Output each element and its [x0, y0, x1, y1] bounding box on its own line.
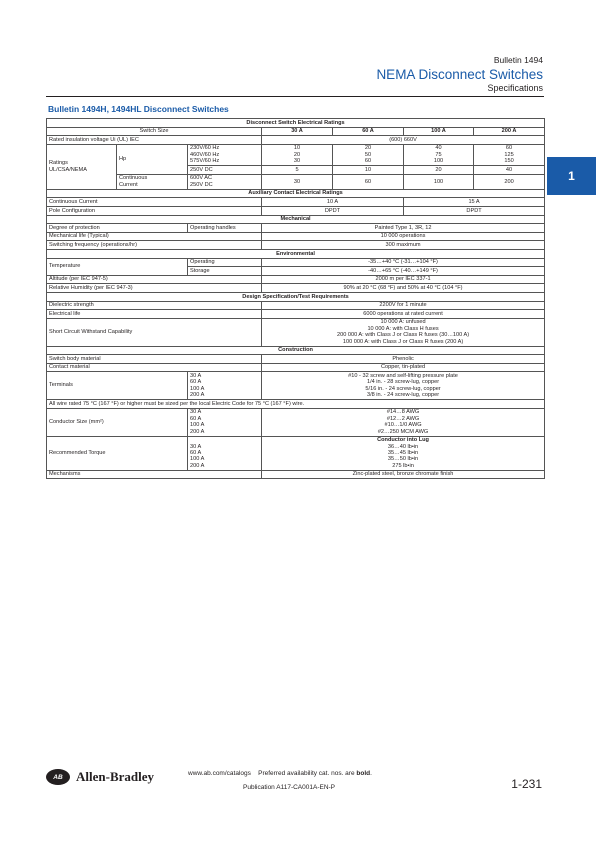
table-row [47, 470, 545, 479]
row-value: -40…+65 °C (-40…+149 °F) [262, 267, 545, 276]
torque-heading: Conductor into Lug [377, 437, 429, 444]
row-value: 300 maximum [262, 241, 545, 250]
section-heading-electrical: Disconnect Switch Electrical Ratings [47, 119, 545, 128]
table-row [47, 174, 545, 189]
row-value: 10 A [262, 198, 404, 207]
row-label: Contact material [47, 363, 262, 372]
row-value [262, 436, 545, 470]
size-header: 30 A [262, 127, 333, 136]
section-heading-auxiliary: Auxiliary Contact Electrical Ratings [47, 189, 545, 198]
row-value: Painted Type 1, 3R, 12 [262, 224, 545, 233]
row-label: Pole Configuration [47, 206, 262, 215]
row-label: Degree of protection [47, 224, 188, 233]
row-label: Mechanical life (Typical) [47, 232, 262, 241]
row-value: 100 [404, 174, 474, 189]
row-value: -35…+40 °C (-31…+104 °F) [262, 258, 545, 267]
section-header-row [47, 346, 545, 355]
row-label: Altitude (per IEC 947-5) [47, 275, 262, 284]
row-value: 200 [474, 174, 545, 189]
row-value: 5 [262, 166, 333, 175]
switch-size-label: Switch Size [47, 127, 262, 136]
row-label: Dielectric strength [47, 301, 262, 310]
row-sublabel: 600V AC 250V DC [188, 174, 262, 189]
table-row [47, 400, 545, 409]
table-row [47, 144, 545, 165]
table-row [47, 198, 545, 207]
table-row [47, 372, 545, 400]
header-divider [46, 96, 544, 97]
table-row [47, 275, 545, 284]
section-header-row [47, 119, 545, 128]
table-row [47, 241, 545, 250]
section-title: Bulletin 1494H, 1494HL Disconnect Switches [48, 104, 229, 114]
torque-sizes: 30 A 60 A 100 A 200 A [190, 443, 205, 469]
availability-note: Preferred availability cat. nos. are [258, 770, 355, 777]
row-value: 2000 m per IEC 337-1 [262, 275, 545, 284]
row-value: 10 000 operations [262, 232, 545, 241]
header-bulletin: Bulletin 1494 [493, 55, 543, 65]
row-label: Relative Humidity (per IEC 947-3) [47, 284, 262, 293]
row-value: #14…8 AWG #12…2 AWG #10…1/0 AWG #2…250 MCM AWG [262, 408, 545, 436]
table-row [47, 258, 545, 267]
section-heading-mechanical: Mechanical [47, 215, 545, 224]
row-value: Zinc-plated steel, bronze chromate finish [262, 470, 545, 479]
row-value: 60 125 150 [474, 144, 545, 165]
row-label: Terminals [47, 372, 188, 400]
section-header-row [47, 249, 545, 258]
row-value: DPDT [404, 206, 545, 215]
row-sublabel: Operating [188, 258, 262, 267]
ab-logo-icon: AB [46, 769, 70, 785]
row-label: Conductor Size (mm²) [47, 408, 188, 436]
row-label: Rated insulation voltage Ui (UL) IEC [47, 136, 262, 145]
brand-logo [46, 769, 154, 785]
row-sublabel: 250V DC [188, 166, 262, 175]
table-row [47, 363, 545, 372]
row-value: 2200V for 1 minute [262, 301, 545, 310]
footer-website-line: www.ab.com/catalogs Preferred availability cat. nos. are bold. [188, 770, 372, 777]
page-subtitle: Specifications [487, 83, 543, 93]
row-label: Temperature [47, 258, 188, 275]
footer-website-link[interactable]: www.ab.com/catalogs [188, 770, 251, 777]
torque-values: 36…40 lb•in 35…45 lb•in 35…50 lb•in 275 lb•in [387, 443, 419, 469]
table-row [47, 310, 545, 319]
section-header-row [47, 292, 545, 301]
row-value: Copper, tin-plated [262, 363, 545, 372]
row-sublabel: Storage [188, 267, 262, 276]
table-row [47, 284, 545, 293]
row-value: 20 50 60 [333, 144, 404, 165]
row-label: Switch body material [47, 355, 262, 364]
row-sublabel: 230V/60 Hz 460V/60 Hz 575V/60 Hz [188, 144, 262, 165]
row-value: 40 75 100 [404, 144, 474, 165]
row-value: 10 [333, 166, 404, 175]
page-title: NEMA Disconnect Switches [376, 67, 543, 82]
row-value: 30 [262, 174, 333, 189]
table-row [47, 224, 545, 233]
row-value: 6000 operations at rated current [262, 310, 545, 319]
row-value: 10 000 A: unfused 10 000 A: with Class H fuses 200 000 A: with Class J or Class R fuses (30…100 A) 100 000 A: with Class J or Class R fuses (200 A) [262, 318, 545, 346]
size-header: 60 A [333, 127, 404, 136]
table-row [47, 206, 545, 215]
publication-number: Publication A117-CA001A-EN-P [243, 784, 336, 791]
row-sublabel: Hp [117, 144, 188, 174]
size-header: 100 A [404, 127, 474, 136]
row-value: 10 20 30 [262, 144, 333, 165]
row-value: DPDT [262, 206, 404, 215]
table-row [47, 318, 545, 346]
row-sublabel: 30 A 60 A 100 A 200 A [188, 372, 262, 400]
row-label: Continuous Current [47, 198, 262, 207]
row-label: Mechanisms [47, 470, 262, 479]
row-sublabel: Operating handles [188, 224, 262, 233]
spec-table [46, 118, 545, 479]
table-row [47, 301, 545, 310]
row-value: (600) 660V [262, 136, 545, 145]
table-row [47, 436, 545, 470]
row-label: Switching frequency (operations/hr) [47, 241, 262, 250]
chapter-tab: 1 [547, 157, 596, 195]
row-value: #10 - 32 screw and self-lifting pressure plate 1/4 in. - 28 screw-lug, copper 5/16 in. - 24 screw-lug, copper 3/8 in. - 24 screw-lug, copper [262, 372, 545, 400]
row-value: 20 [404, 166, 474, 175]
section-heading-design: Design Specification/Test Requirements [47, 292, 545, 301]
wire-note: All wire rated 75 °C (167 °F) or higher must be sized per the local Electric Code for 75 °C (167 °F) wire. [47, 400, 545, 409]
table-row [47, 127, 545, 136]
row-value: Phenolic [262, 355, 545, 364]
table-row [47, 355, 545, 364]
row-sublabel: Continuous Current [117, 174, 188, 189]
row-value: 60 [333, 174, 404, 189]
row-sublabel [188, 436, 262, 470]
page-number: 1-231 [511, 777, 542, 791]
row-value: 15 A [404, 198, 545, 207]
row-label: Electrical life [47, 310, 262, 319]
availability-bold: bold [356, 770, 371, 777]
row-label: Recommended Torque [47, 436, 188, 470]
brand-name: Allen-Bradley [76, 769, 154, 784]
section-header-row [47, 215, 545, 224]
table-row [47, 232, 545, 241]
row-value: 90% at 20 °C (68 °F) and 50% at 40 °C (104 °F) [262, 284, 545, 293]
table-row [47, 136, 545, 145]
size-header: 200 A [474, 127, 545, 136]
row-value: 40 [474, 166, 545, 175]
row-label: Short Circuit Withstand Capability [47, 318, 262, 346]
table-row [47, 408, 545, 436]
section-header-row [47, 189, 545, 198]
row-label: Ratings UL/CSA/NEMA [47, 144, 117, 189]
row-sublabel: 30 A 60 A 100 A 200 A [188, 408, 262, 436]
section-heading-construction: Construction [47, 346, 545, 355]
section-heading-environmental: Environmental [47, 249, 545, 258]
